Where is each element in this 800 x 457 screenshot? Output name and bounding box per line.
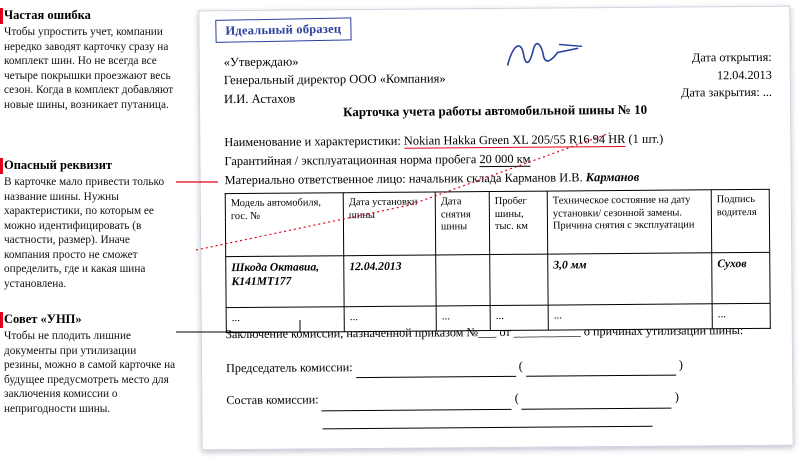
table-header-row <box>225 189 769 256</box>
table-cell: ... <box>226 307 344 333</box>
table-cell <box>490 254 548 305</box>
members-line <box>226 387 766 412</box>
annotation-block <box>4 8 176 112</box>
table-row <box>226 252 770 307</box>
members-signature-line <box>322 389 512 411</box>
table-cell: Шкода Октавиа, К141МТ177 <box>226 256 344 308</box>
paren-close: ) <box>674 389 679 404</box>
members-label: Состав комиссии: <box>226 392 319 408</box>
tire-name-value: Nokian Hakka Green XL 205/55 R16 94 HR <box>403 131 626 148</box>
signature-icon <box>499 34 589 75</box>
conclusion-line: Заключение комиссии, назначенной приказом №___ от ___________ о причинах утилизации шины: <box>225 323 744 342</box>
approval-line-1: «Утверждаю» <box>223 54 299 70</box>
annotation-text: Чтобы не плодить лишние документы при утилизации резины, можно в самой карточке на будущее предусмотреть место для заключения комиссии о непригодности шины. <box>4 330 176 415</box>
annotation-title: Опасный реквизит <box>4 158 113 172</box>
approval-line-2: Генеральный директор ООО «Компания» <box>223 71 446 88</box>
open-date-value: 12.04.2013 <box>716 67 772 82</box>
table-cell: ... <box>712 303 770 328</box>
tire-log-table <box>225 189 771 333</box>
chairman-label: Председатель комиссии: <box>226 359 353 375</box>
annotation-accent-bar <box>0 312 3 328</box>
chairman-signature-line <box>356 356 516 378</box>
annotation-block <box>4 312 176 416</box>
annotation-title: Совет «УНП» <box>4 312 82 326</box>
annotations-column <box>0 0 185 457</box>
chairman-name-line <box>526 355 676 377</box>
table-cell: ... <box>436 306 490 331</box>
paren-close: ) <box>678 357 683 372</box>
column-header: Дата установки шины <box>343 192 435 256</box>
responsible-value: начальник склада Карманов И.В. <box>408 170 583 187</box>
table-cell: ... <box>490 305 548 330</box>
column-header: Подпись водителя <box>711 189 769 252</box>
warranty-value: 20 000 км <box>479 151 531 167</box>
ideal-sample-stamp: Идеальный образец <box>215 17 351 42</box>
close-date-label: Дата закрытия: ... <box>681 85 772 100</box>
warranty-label: Гарантийная / эксплуатационная норма пробега <box>224 152 477 169</box>
table-cell <box>436 255 490 306</box>
members-extra-line <box>323 424 653 429</box>
conclusion-block <box>226 321 767 430</box>
document-title: Карточка учета работы автомобильной шины № 10 <box>342 101 648 120</box>
fields-block <box>224 129 764 191</box>
column-header: Дата снятия шины <box>435 192 489 255</box>
chairman-line <box>226 354 766 379</box>
table-cell: 12.04.2013 <box>344 255 436 307</box>
members-name-line <box>522 388 672 410</box>
responsible-label: Материально ответственное лицо: <box>224 172 406 188</box>
table-cell: 3,0 мм <box>548 253 712 305</box>
document-card <box>198 6 793 451</box>
responsible-field <box>225 167 765 190</box>
dates-block <box>582 49 772 104</box>
approval-line-3: И.И. Астахов <box>223 91 296 106</box>
tire-name-label: Наименование и характеристики: <box>224 133 401 150</box>
annotation-accent-bar <box>0 158 3 174</box>
table-cell: Сухов <box>712 252 770 303</box>
column-header: Техническое состояние на дату установки/ сезонной замены. Причина снятия с эксплуатации <box>547 190 711 254</box>
approval-block <box>224 51 524 108</box>
annotation-title: Частая ошибка <box>4 8 91 22</box>
annotation-text: Чтобы упростить учет, компании нередко заводят карточку сразу на комплект шин. Но не всегда все четыре покрышки проезжают весь сезон. Когда в комплект добавляют новые шины, возникает путаница. <box>4 26 174 111</box>
table-cell: ... <box>548 304 712 330</box>
tire-name-suffix: (1 шт.) <box>628 131 664 146</box>
paren-open: ( <box>514 390 519 405</box>
column-header: Пробег шины, тыс. км <box>489 191 547 254</box>
open-date-label: Дата открытия: <box>691 49 772 65</box>
responsible-signature: Карманов <box>585 170 640 185</box>
table-cell: ... <box>344 306 436 332</box>
paren-open: ( <box>518 358 523 373</box>
annotation-accent-bar <box>0 8 3 24</box>
annotation-block <box>4 158 176 292</box>
annotation-text: В карточке мало привести только название шины. Нужны характеристики, по которым ее можно идентифицировать (в частности, размер). Иначе компания просто не сможет определить, где и какая шина установлена. <box>4 176 165 290</box>
column-header: Модель автомобиля, гос. № <box>225 193 343 257</box>
